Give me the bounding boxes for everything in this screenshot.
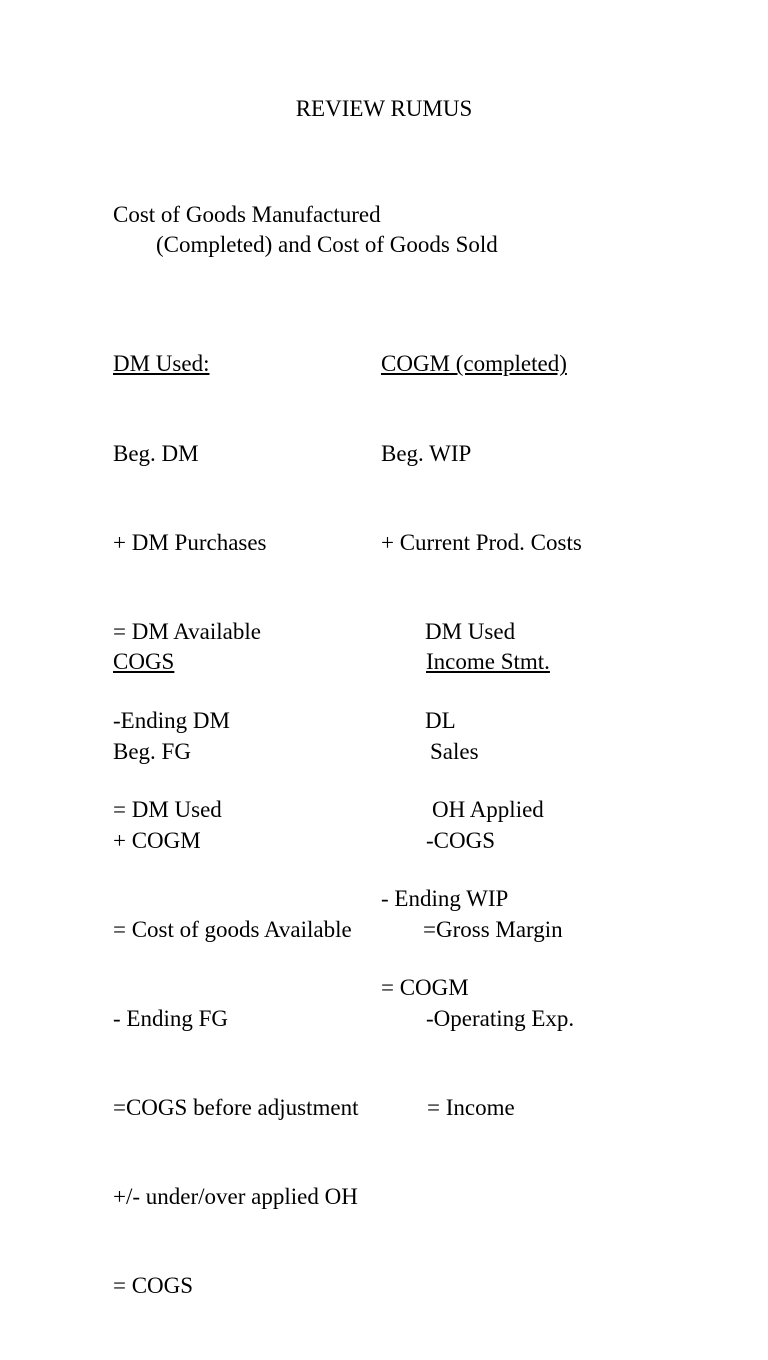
cogs-formula bbox=[113, 588, 359, 1360]
income-line: =Gross Margin bbox=[423, 916, 563, 942]
dm-used-line: = DM Used bbox=[113, 796, 222, 822]
cogs-line: = Cost of goods Available bbox=[113, 916, 352, 942]
cogs-line: +/- under/over applied OH bbox=[113, 1183, 358, 1209]
page-title: REVIEW RUMUS bbox=[295, 96, 473, 121]
cogs-line: Beg. FG bbox=[113, 738, 191, 764]
dm-used-line: = DM Available bbox=[113, 618, 261, 644]
cogm-line: DM Used bbox=[425, 618, 516, 644]
cogs-header-row bbox=[113, 647, 359, 677]
cogm-line: DL bbox=[425, 707, 456, 733]
cogs-line: =COGS before adjustment bbox=[113, 1094, 359, 1120]
cogm-line: = COGM bbox=[381, 975, 469, 1001]
section-heading-line-2: (Completed) and Cost of Goods Sold bbox=[156, 231, 498, 257]
cogs-line: - Ending FG bbox=[113, 1005, 228, 1031]
income-line: Sales bbox=[430, 738, 479, 764]
income-line: -Operating Exp. bbox=[426, 1005, 575, 1031]
section-heading bbox=[113, 200, 673, 259]
dm-used-line: Beg. DM bbox=[113, 440, 199, 466]
income-line: = Income bbox=[427, 1094, 515, 1120]
income-header: Income Stmt. bbox=[426, 649, 550, 675]
cogs-header: COGS bbox=[113, 649, 175, 675]
cogm-line: - Ending WIP bbox=[381, 885, 509, 911]
dm-used-line: + DM Purchases bbox=[113, 529, 267, 555]
cogm-line: OH Applied bbox=[432, 796, 544, 822]
cogs-line: = COGS bbox=[113, 1273, 194, 1299]
cogm-line: + Current Prod. Costs bbox=[381, 529, 582, 555]
cogm-header: COGM (completed) bbox=[381, 351, 567, 377]
cogm-line: Beg. WIP bbox=[381, 440, 472, 466]
section-heading-line-1: Cost of Goods Manufactured bbox=[113, 202, 381, 227]
dm-used-line: -Ending DM bbox=[113, 707, 230, 733]
income-line: -COGS bbox=[426, 827, 496, 853]
dm-used-header: DM Used: bbox=[113, 351, 210, 377]
cogs-line: + COGM bbox=[113, 827, 201, 853]
